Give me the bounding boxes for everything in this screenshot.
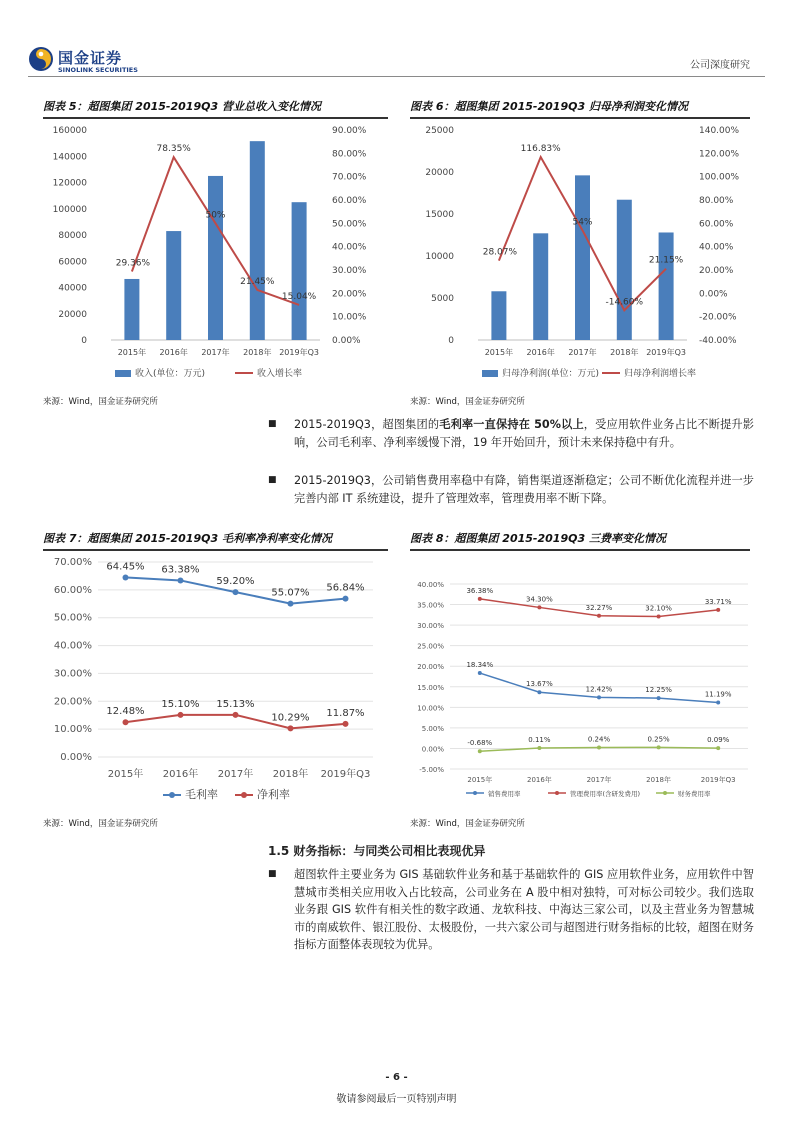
legend-label: 净利率 [257,788,290,801]
data-label: 36.38% [466,586,494,595]
y2-tick-label: 80.00% [332,149,367,160]
data-label: 12.42% [585,685,613,694]
y2-tick-label: 0.00% [332,336,361,346]
figure-7-source: 来源：Wind，国金证券研究所 [43,819,158,829]
x-tick-label: 2019年Q3 [646,348,686,357]
bar [533,233,548,340]
y2-tick-label: 30.00% [332,266,367,276]
logo-english-name: SINOLINK SECURITIES [58,66,138,74]
legend-label: 销售费用率 [488,790,521,798]
data-label: 33.71% [704,597,732,606]
revenue-chart [43,118,388,393]
y-tick-label: 40000 [58,283,87,294]
data-label: 64.45% [106,561,145,573]
disclaimer-note: 敬请参阅最后一页特别声明 [336,1094,457,1105]
legend-marker [241,792,247,798]
y2-tick-label: 40.00% [332,242,367,253]
data-point [478,597,482,601]
data-point [123,719,129,725]
data-label: 32.10% [645,604,672,613]
header-divider [28,76,765,77]
data-label: 12.25% [645,686,672,695]
data-point [716,608,720,612]
figure-6-source: 来源：Wind，国金证券研究所 [410,397,525,407]
data-label: 18.34% [466,661,494,670]
data-label: 13.67% [526,680,553,689]
data-label: 0.24% [587,735,611,744]
bullet-bold-text: 毛利率一直保持在 50%以上 [439,418,584,431]
y2-tick-label: 70.00% [332,172,367,183]
section-title: 1.5 财务指标：与同类公司相比表现优异 [268,844,486,858]
bullet-margin-trend [268,416,754,451]
y2-tick-label: 60.00% [699,219,734,230]
data-label: 12.48% [106,706,145,718]
bullet-text: 2015-2019Q3，公司销售费用率稳中有降，销售渠道逐渐稳定；公司不断优化流程并进一步完善内部 IT 系统建设，提升了管理效率，管理费用率不断下降。 [294,474,754,505]
y-tick-label: 160000 [52,126,87,136]
report-type: 公司深度研究 [690,60,750,71]
data-label: 10.29% [271,712,310,724]
bullet-expense-trend [268,472,754,507]
bullet-text: 2015-2019Q3，超图集团的 [294,418,440,431]
y2-tick-label: -40.00% [699,336,737,346]
figure-8-source: 来源：Wind，国金证券研究所 [410,819,525,829]
section-paragraph: 超图软件主要业务为 GIS 基础软件业务和基于基础软件的 GIS 应用软件业务，应用软件中智慧城市类相关应用收入占比较高，公司业务在 A 股中相对独特，可对标公司较少。我们选取业务跟 GIS 软件有相关性的数字政通、龙软科技、中海达三家公司，以及主营业务为智慧城市的南威软件、银江股份、太极股份，一共六家公司与超图进行财务指标的比较，超图在财务指标方面整体表现较为优异。 [294,868,754,951]
logo-chinese-name: 国金证券 [58,49,123,67]
y2-tick-label: 50.00% [332,219,367,230]
bar [166,231,181,340]
data-point [288,725,294,731]
data-label: 55.07% [271,587,310,599]
data-point [657,745,661,749]
data-label: 28.07% [482,247,518,258]
x-tick-label: 2017年 [217,769,254,780]
y-tick-label: 140000 [52,152,87,163]
y-tick-label: 80000 [58,231,87,241]
data-point [597,695,601,699]
legend-bar-swatch [482,370,498,377]
data-label: 21.45% [240,276,275,287]
y-tick-label: 50.00% [53,612,92,624]
data-point [657,696,661,700]
y-tick-label: 120000 [52,178,87,189]
x-tick-label: 2015年 [117,348,147,357]
y-tick-label: 60000 [58,257,87,268]
data-label: -0.68% [467,739,493,748]
y2-tick-label: 90.00% [332,126,367,136]
bullet-square-icon: ■ [268,419,277,429]
y2-tick-label: 100.00% [699,172,740,183]
y2-tick-label: 80.00% [699,196,734,206]
data-point [123,574,129,580]
x-tick-label: 2019年Q3 [320,769,371,780]
bullet-square-icon: ■ [268,475,277,485]
data-label: 11.19% [704,690,732,699]
figure-7-title: 图表 7：超图集团 2015-2019Q3 毛利率净利率变化情况 [43,530,388,551]
data-point [343,596,349,602]
legend-marker [169,792,175,798]
y-tick-label: 0.00% [421,745,444,754]
data-point [537,746,541,750]
y2-tick-label: 60.00% [332,196,367,206]
figure-8-title: 图表 8：超图集团 2015-2019Q3 三费率变化情况 [410,530,750,551]
figure-5-source: 来源：Wind，国金证券研究所 [43,397,158,407]
y-tick-label: 20.00% [417,663,444,672]
x-tick-label: 2017年 [586,776,612,784]
figure-6-title: 图表 6：超图集团 2015-2019Q3 归母净利润变化情况 [410,98,750,119]
bar [617,200,632,340]
x-tick-label: 2016年 [159,348,188,357]
y-tick-label: 30.00% [53,668,92,680]
data-label: 15.10% [161,698,200,710]
x-tick-label: 2016年 [526,776,552,784]
data-point [478,749,482,753]
bar [292,202,307,340]
data-label: 0.09% [707,736,730,745]
data-label: 0.11% [528,735,551,744]
bullet-square-icon: ■ [268,869,277,879]
y-tick-label: 60.00% [53,584,92,596]
x-tick-label: 2016年 [526,348,555,357]
data-point [178,577,184,583]
data-label: 34.30% [526,595,553,604]
figure-5-title: 图表 5：超图集团 2015-2019Q3 营业总收入变化情况 [43,98,388,119]
x-tick-label: 2016年 [162,769,199,780]
x-tick-label: 2015年 [467,776,493,784]
bar [124,279,139,340]
y-tick-label: 20000 [58,309,87,320]
y2-tick-label: 0.00% [699,289,728,300]
y-tick-label: 40.00% [53,640,92,652]
data-point [597,614,601,618]
y-tick-label: 25.00% [417,642,444,651]
y-tick-label: 0 [81,336,87,346]
y-tick-label: 0 [448,336,454,346]
data-label: 63.38% [161,564,200,576]
data-point [233,589,239,595]
data-point [343,721,349,727]
y-tick-label: -5.00% [419,766,444,774]
y-tick-label: 20000 [425,168,454,178]
legend-label: 财务费用率 [678,790,711,798]
net-profit-chart [410,118,755,393]
x-tick-label: 2018年 [610,348,639,357]
legend-line-label: 归母净利润增长率 [624,369,697,379]
bar [659,232,674,340]
bullet-text: ，受应用软件业务占比不断提升影响，公司毛利率、净利率缓慢下滑，19 年开始回升，预计未来保持稳中有升。 [294,418,754,449]
data-label: 29.36% [115,258,151,269]
y-tick-label: 10000 [425,252,454,262]
data-label: 15.13% [216,698,255,710]
data-label: 11.87% [326,707,365,719]
expense-ratio-chart [410,552,755,807]
legend-marker [555,791,559,795]
y2-tick-label: 10.00% [332,312,367,323]
bar [250,141,265,340]
y-tick-label: 70.00% [53,557,92,568]
y-tick-label: 20.00% [53,696,92,708]
legend-label: 毛利率 [185,788,218,801]
y-tick-label: 10.00% [417,704,444,713]
bar [575,175,590,340]
y-tick-label: 15.00% [417,683,444,692]
x-tick-label: 2018年 [272,769,309,780]
bullet-financial-comparison [268,866,754,954]
data-point [716,746,720,750]
y2-tick-label: 20.00% [332,289,367,300]
y-tick-label: 25000 [425,126,454,136]
data-point [233,712,239,718]
x-tick-label: 2019年Q3 [279,348,319,357]
legend-label: 管理费用率(含研发费用) [570,790,641,798]
y-tick-label: 30.00% [417,622,444,631]
y2-tick-label: -20.00% [699,312,737,323]
data-label: 32.27% [585,603,613,612]
data-label: 21.15% [648,255,684,266]
legend-bar-swatch [115,370,131,377]
margin-chart [43,552,388,807]
y2-tick-label: 40.00% [699,242,734,253]
x-tick-label: 2015年 [484,348,514,357]
y-tick-label: 15000 [425,210,454,220]
sinolink-logo-icon [28,46,54,72]
data-label: 15.04% [281,291,317,302]
data-label: 116.83% [520,144,561,155]
y-tick-label: 5.00% [421,724,444,733]
data-point [716,700,720,704]
x-tick-label: 2015年 [107,769,144,780]
x-tick-label: 2019年Q3 [700,776,736,784]
y2-tick-label: 20.00% [699,266,734,276]
data-label: -14.60% [605,297,644,308]
x-tick-label: 2017年 [201,348,230,357]
y-tick-label: 10.00% [53,724,92,736]
legend-bar-label: 收入(单位：万元) [135,369,206,379]
data-point [537,605,541,609]
legend-marker [663,791,667,795]
x-tick-label: 2017年 [568,348,597,357]
data-label: 59.20% [216,576,255,588]
x-tick-label: 2018年 [243,348,272,357]
legend-line-label: 收入增长率 [257,369,303,379]
data-label: 78.35% [156,144,191,155]
y-tick-label: 0.00% [60,752,92,763]
y-tick-label: 35.00% [417,601,444,610]
data-label: 54% [572,217,593,228]
data-point [478,671,482,675]
legend-marker [473,791,477,795]
y-tick-label: 40.00% [417,581,444,589]
x-tick-label: 2018年 [646,776,672,784]
data-point [657,614,661,618]
legend-bar-label: 归母净利润(单位：万元) [502,369,600,379]
bar [208,176,223,340]
data-label: 0.25% [647,735,670,744]
y2-tick-label: 140.00% [699,126,740,136]
data-point [597,745,601,749]
data-label: 50% [205,210,226,221]
data-point [288,601,294,607]
page-number: - 6 - [385,1072,408,1083]
y-tick-label: 5000 [431,294,454,304]
data-point [537,690,541,694]
bar [491,291,506,340]
y2-tick-label: 120.00% [699,149,740,160]
data-point [178,712,184,718]
y-tick-label: 100000 [52,204,87,215]
data-label: 56.84% [326,582,365,594]
